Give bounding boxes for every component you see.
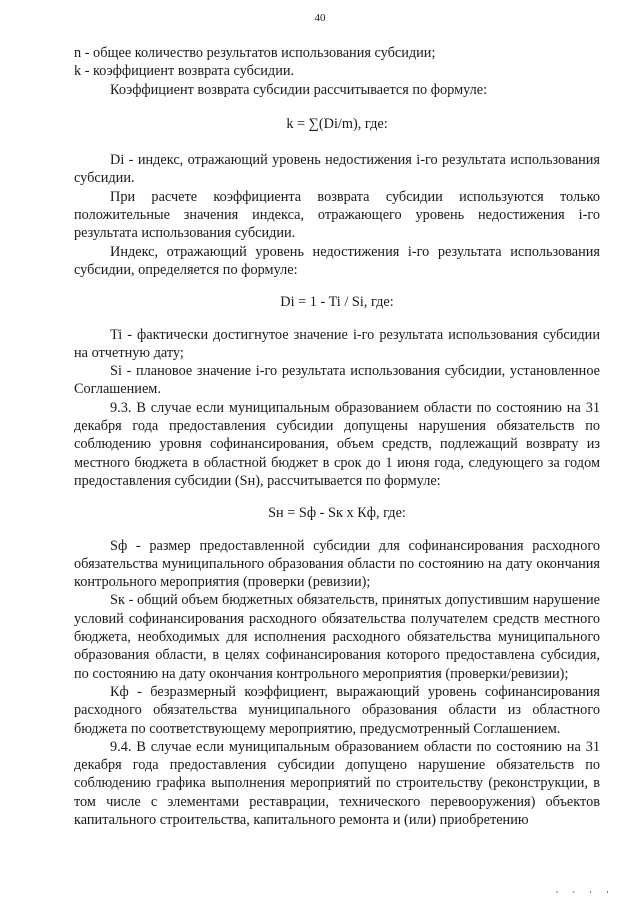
- paragraph-di-formula-intro: Индекс, отражающий уровень недостижения i-го результата использования субсидии, определяется по формуле:: [74, 243, 600, 278]
- paragraph-ti-definition: Ti - фактически достигнутое значение i-го результата использования субсидии на отчетную дату;: [74, 326, 600, 361]
- paragraph-sk-definition: Sк - общий объем бюджетных обязательств, принятых допустившим нарушение условий софинансирования расходного обязательства получателем средств местного бюджета, необходимых для исполнения расходного обязательства муниципального образования области, в целях софинансирования которого предоставлена субсидия, по состоянию на дату окончания контрольного мероприятия (проверки/ревизии);: [74, 592, 600, 682]
- formula-sn: Sн = Sф - Sк x Кф, где:: [268, 505, 406, 522]
- document-body: [74, 44, 600, 829]
- paragraph-section-9-4: 9.4. В случае если муниципальным образованием области по состоянию на 31 декабря года предоставления субсидии допущено нарушение обязательств по соблюдению графика выполнения мероприятий по строительству (реконструкции, в том числе с элементами реставрации, технического перевооружения) объектов капитального строительства, капитального ремонта и (или) приобретению: [74, 738, 600, 828]
- scan-marks: ' ' ' ': [556, 890, 615, 899]
- formula-k: k = ∑(Di/m), где:: [286, 115, 388, 132]
- paragraph-di-definition: Di - индекс, отражающий уровень недостижения i-го результата использования субсидии.: [74, 152, 600, 187]
- formula-di: Di = 1 - Ti / Si, где:: [280, 294, 394, 311]
- paragraph-kf-definition: Кф - безразмерный коэффициент, выражающий уровень софинансирования расходного обязательства муниципального образования области из областного бюджета по соответствующему мероприятию, предусмотренный Соглашением.: [74, 683, 600, 737]
- paragraph-k-formula-intro: Коэффициент возврата субсидии рассчитывается по формуле:: [110, 81, 488, 98]
- paragraph-section-9-3: 9.3. В случае если муниципальным образованием области по состоянию на 31 декабря года предоставления субсидии допущены нарушения обязательств по соблюдению уровня софинансирования, объем средств, подлежащий возврату из местного бюджета в областной бюджет в срок до 1 июня года, следующего за годом предоставления субсидии (Sн), рассчитывается по формуле:: [74, 399, 600, 489]
- paragraph-sf-definition: Sф - размер предоставленной субсидии для софинансирования расходного обязательства муниципального образования области по состоянию на дату окончания контрольного мероприятия (проверки (ревизии);: [74, 537, 600, 591]
- paragraph-k-definition: k - коэффициент возврата субсидии.: [74, 63, 295, 80]
- paragraph-positive-values: При расчете коэффициента возврата субсидии используются только положительные значения индекса, отражающего уровень недостижения i-го результата использования субсидии.: [74, 188, 600, 242]
- page-number: 40: [314, 12, 326, 24]
- paragraph-si-definition: Si - плановое значение i-го результата использования субсидии, установленное Соглашением.: [74, 363, 600, 398]
- paragraph-n-definition: n - общее количество результатов использования субсидии;: [74, 45, 436, 61]
